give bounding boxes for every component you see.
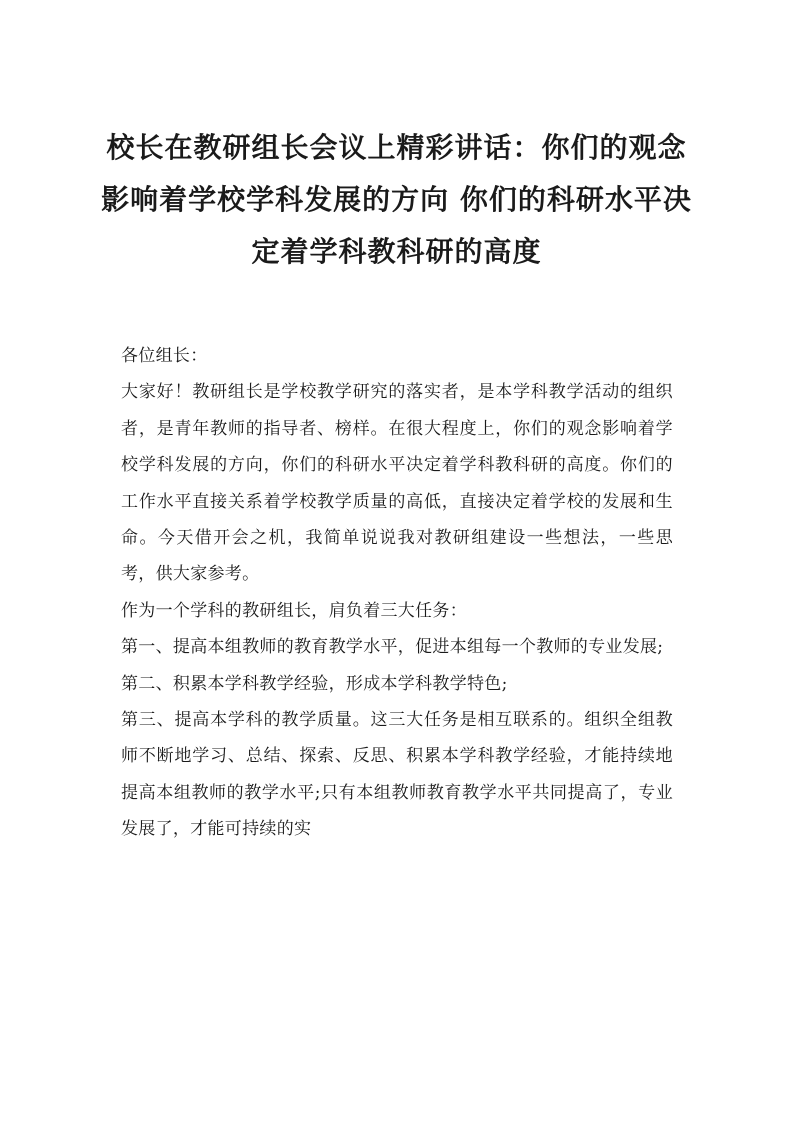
intro-paragraph: 大家好！教研组长是学校教学研究的落实者，是本学科教学活动的组织者，是青年教师的指导者、榜样。在很大程度上，你们的观念影响着学校学科发展的方向，你们的科研水平决定着学科教科研的高度。你们的工作水平直接关系着学校教学质量的高低，直接决定着学校的发展和生命。今天借开会之机，我简单说说我对教研组建设一些想法，一些思考，供大家参考。 [121, 382, 673, 585]
task-two-paragraph: 第二、积累本学科教学经验，形成本学科教学特色; [121, 673, 508, 694]
document-body [121, 338, 673, 848]
task-one-paragraph: 第一、提高本组教师的教育教学水平，促进本组每一个教师的专业发展; [121, 637, 664, 658]
task-three-paragraph: 第三、提高本学科的教学质量。这三大任务是相互联系的。组织全组教师不断地学习、总结、探索、反思、积累本学科教学经验，才能持续地提高本组教师的教学水平;只有本组教师教育教学水平共同提高了，专业发展了，才能可持续的实 [121, 710, 673, 840]
tasks-lead-paragraph: 作为一个学科的教研组长，肩负着三大任务： [121, 600, 467, 621]
document-title: 校长在教研组长会议上精彩讲话：你们的观念影响着学校学科发展的方向 你们的科研水平决定着学科教科研的高度 [101, 131, 692, 268]
salutation-paragraph: 各位组长： [121, 346, 208, 366]
